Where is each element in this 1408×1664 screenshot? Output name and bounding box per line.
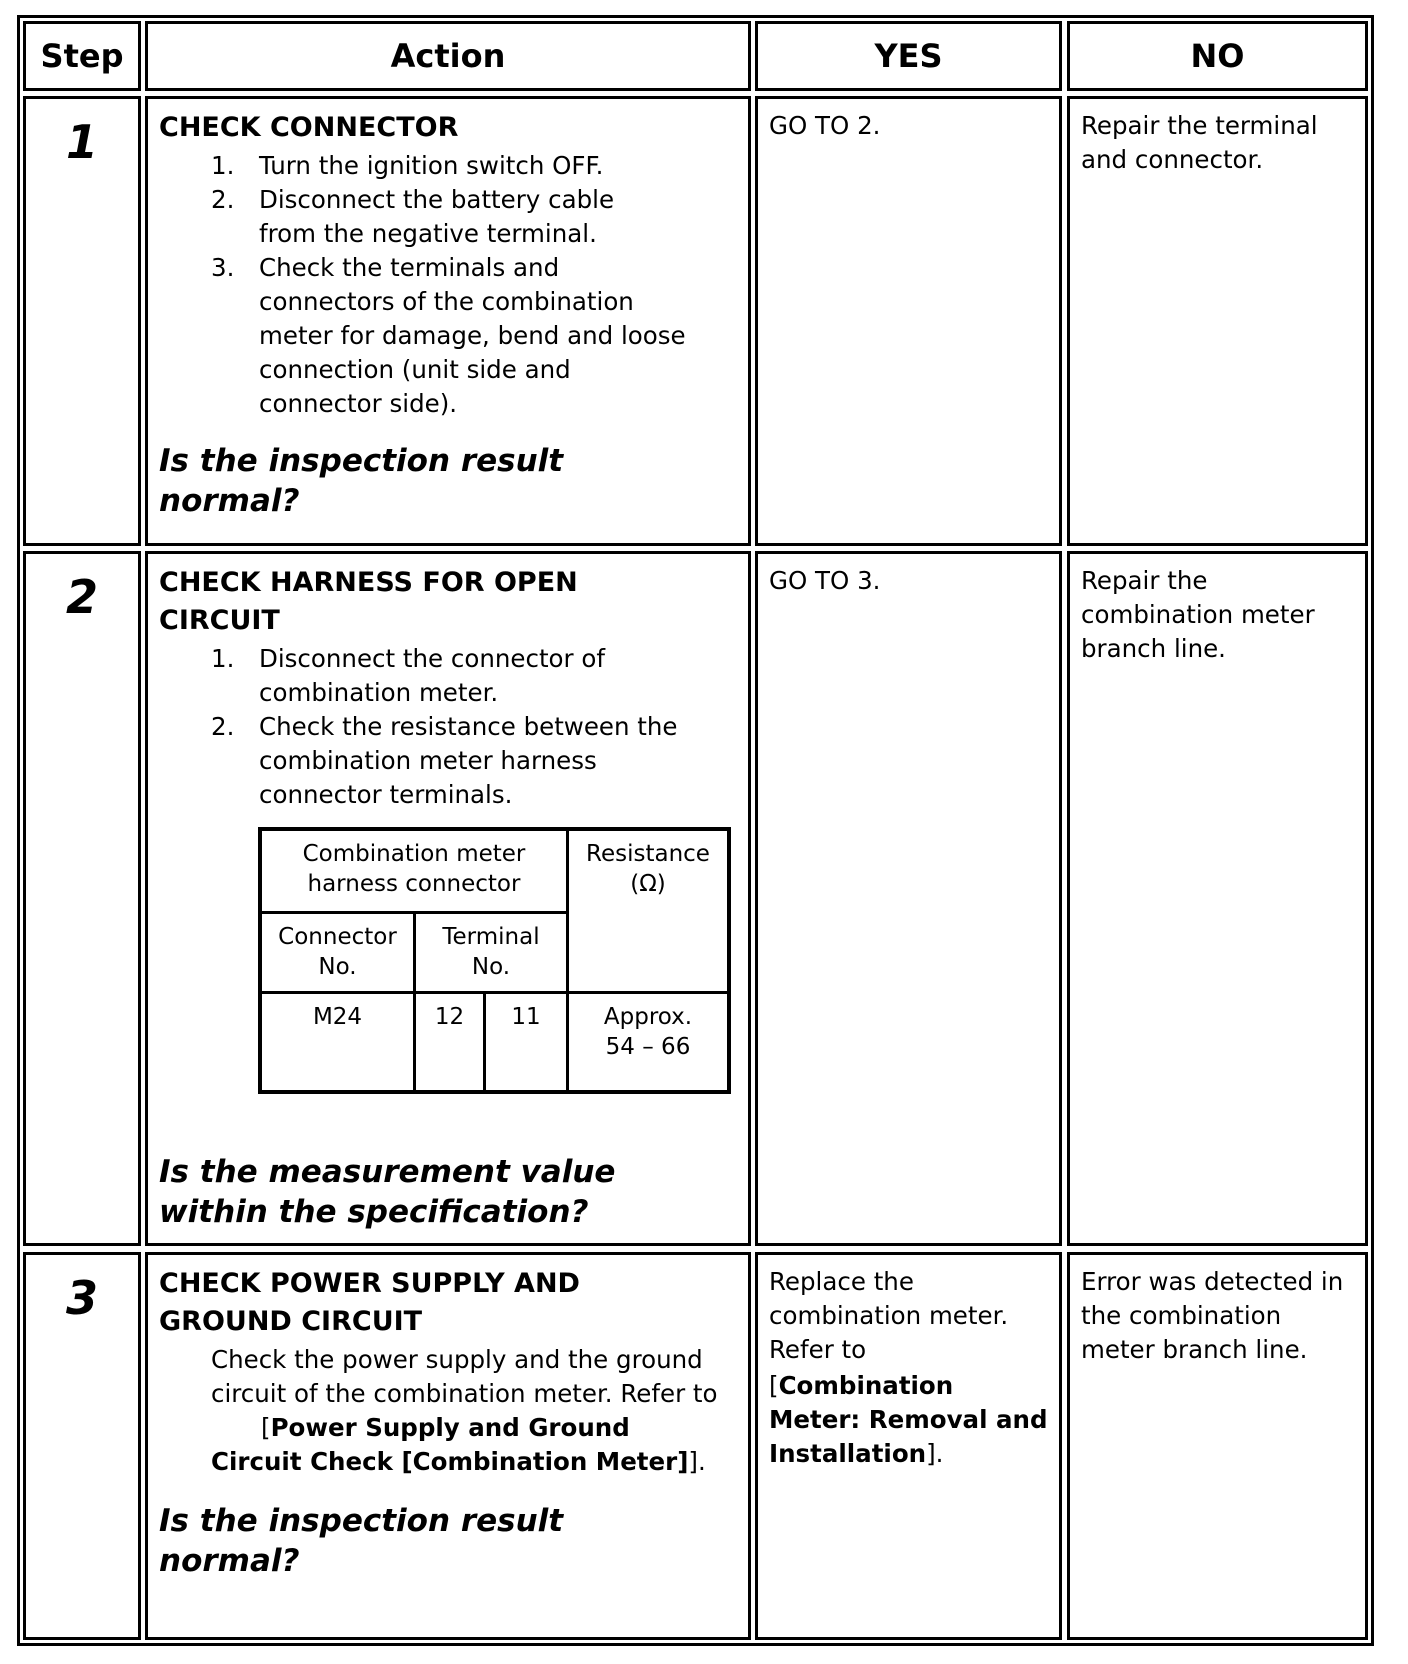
resistance-value: Approx. 54 – 66	[566, 991, 727, 1090]
instruction-text: Check the power supply and the ground circuit of the combination meter. Refer to[Power Supply and Ground Circuit Check [Combination Meter]].	[211, 1345, 718, 1476]
instruction-list	[159, 642, 719, 812]
item-text: Disconnect the battery cable from the negative terminal.	[259, 185, 615, 248]
list-item	[211, 183, 719, 251]
reference-link[interactable]: Power Supply and Ground Circuit Check [Combination Meter]	[211, 1413, 689, 1476]
th-terminal-no: Terminal No.	[413, 911, 566, 991]
th-resistance: Resistance (Ω)	[566, 831, 727, 991]
terminal-value: 11	[483, 991, 566, 1090]
question: Is the measurement value within the specification?	[159, 1154, 616, 1230]
step-title: CHECK HARNESS FOR OPEN CIRCUIT	[159, 567, 578, 636]
th-connector-no: Connector No.	[262, 911, 413, 991]
no-cell: Repair the combination meter branch line.	[1067, 551, 1368, 1246]
step-number: 3	[23, 1252, 141, 1640]
yes-cell: GO TO 2.	[755, 96, 1062, 546]
action-cell	[145, 96, 751, 546]
step-title: CHECK POWER SUPPLY AND GROUND CIRCUIT	[159, 1268, 580, 1337]
header-step: Step	[23, 21, 141, 91]
item-number: 3.	[211, 253, 235, 282]
question: Is the inspection result normal?	[159, 443, 564, 519]
question: Is the inspection result normal?	[159, 1503, 564, 1579]
instruction-body: Check the power supply and the ground circuit of the combination meter. Refer to	[211, 1345, 718, 1408]
resistance-table	[258, 827, 731, 1094]
step-title: CHECK CONNECTOR	[159, 112, 459, 143]
item-text: Turn the ignition switch OFF.	[259, 151, 604, 180]
header-no: NO	[1067, 21, 1368, 91]
action-cell	[145, 1252, 751, 1640]
connector-value: M24	[262, 991, 413, 1090]
list-item	[211, 251, 719, 421]
item-number: 1.	[211, 644, 235, 673]
no-cell: Repair the terminal and connector.	[1067, 96, 1368, 546]
reference-link[interactable]: Combination Meter: Removal and Installation	[769, 1371, 1048, 1468]
item-number: 2.	[211, 712, 235, 741]
item-text: Check the resistance between the combination meter harness connector terminals.	[259, 712, 678, 809]
header-yes: YES	[755, 21, 1062, 91]
terminal-value: 12	[413, 991, 483, 1090]
item-number: 1.	[211, 151, 235, 180]
no-cell: Error was detected in the combination meter branch line.	[1067, 1252, 1368, 1640]
item-number: 2.	[211, 185, 235, 214]
instruction-list	[159, 149, 719, 421]
item-text: Check the terminals and connectors of the combination meter for damage, bend and loose connection (unit side and connector side).	[259, 253, 686, 418]
list-item	[211, 149, 719, 183]
yes-text: Replace the combination meter. Refer to	[769, 1267, 1009, 1364]
list-item	[211, 642, 719, 710]
yes-cell: Replace the combination meter. Refer to [Combination Meter: Removal and Installation].	[755, 1252, 1062, 1640]
step-number: 2	[23, 551, 141, 1246]
header-action: Action	[145, 21, 751, 91]
yes-cell: GO TO 3.	[755, 551, 1062, 1246]
th-harness-connector: Combination meter harness connector	[302, 841, 526, 897]
step-number: 1	[23, 96, 141, 546]
item-text: Disconnect the connector of combination meter.	[259, 644, 606, 707]
list-item	[211, 710, 719, 812]
